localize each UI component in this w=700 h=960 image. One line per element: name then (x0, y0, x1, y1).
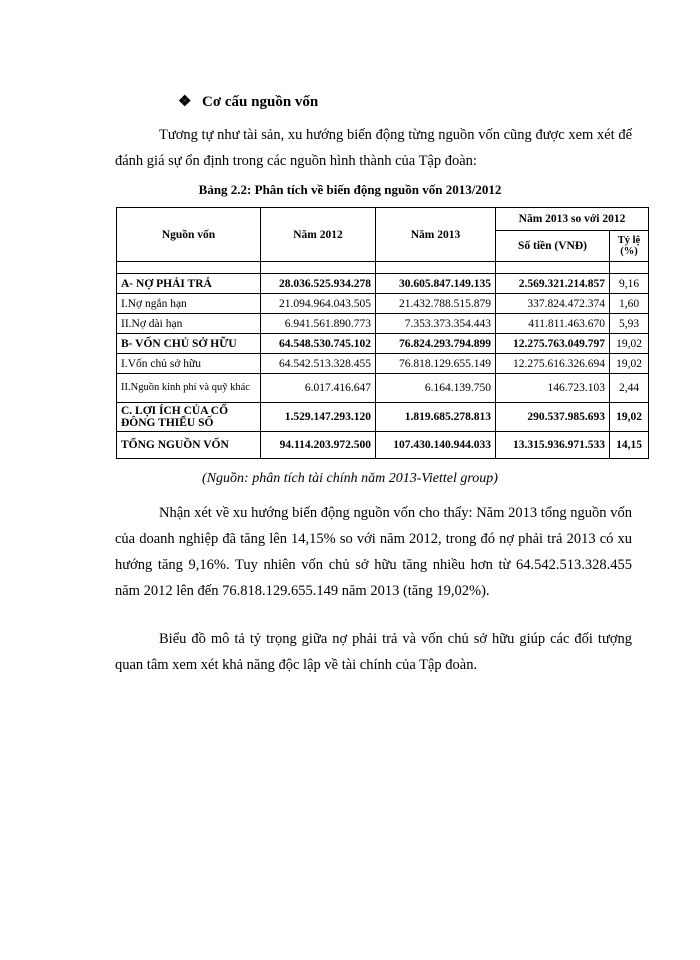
table-header-row (117, 208, 649, 231)
capital-structure-table (116, 207, 649, 459)
table-row-total: TỔNG NGUỒN VỐN 94.114.203.972.500 107.430.140.944.033 13.315.936.971.533 14,15 (117, 432, 649, 459)
chart-intro-paragraph: Biểu đồ mô tả tỷ trọng giữa nợ phải trả và vốn chủ sở hữu giúp các đối tượng quan tâm xem xét khả năng độc lập về tài chính của Tập đoàn. (115, 631, 632, 673)
header-source: Nguồn vốn (117, 208, 261, 262)
table-row: I.Vốn chủ sở hữu 64.542.513.328.455 76.818.129.655.149 12.275.616.326.694 19,02 (117, 354, 649, 374)
table-row: A- NỢ PHẢI TRẢ 28.036.525.934.278 30.605.847.149.135 2.569.321.214.857 9,16 (117, 274, 649, 294)
table-row: B- VỐN CHỦ SỞ HỮU 64.548.530.745.102 76.824.293.794.899 12.275.763.049.797 19,02 (117, 334, 649, 354)
header-amount: Số tiền (VNĐ) (496, 231, 610, 262)
section-heading (178, 92, 318, 111)
header-compare: Năm 2013 so với 2012 (496, 208, 649, 231)
header-2012: Năm 2012 (261, 208, 376, 262)
table-row: II.Nguồn kinh phí và quỹ khác 6.017.416.647 6.164.139.750 146.723.103 2,44 (117, 374, 649, 403)
table-spacer-row (117, 262, 649, 274)
intro-paragraph: Tương tự như tài sản, xu hướng biến động từng nguồn vốn cũng được xem xét để đánh giá sự ổn định trong các nguồn hình thành của Tập đoàn: (115, 127, 632, 169)
header-2013: Năm 2013 (376, 208, 496, 262)
table-row: C. LỢI ÍCH CỦA CỔ ĐÔNG THIỂU SỐ 1.529.147.293.120 1.819.685.278.813 290.537.985.693 19,02 (117, 403, 649, 432)
table-row: II.Nợ dài hạn 6.941.561.890.773 7.353.373.354.443 411.811.463.670 5,93 (117, 314, 649, 334)
table-caption: Bảng 2.2: Phân tích về biến động nguồn vốn 2013/2012 (198, 182, 502, 197)
analysis-paragraph: Nhận xét về xu hướng biến động nguồn vốn cho thấy: Năm 2013 tổng nguồn vốn của doanh nghiệp đã tăng lên 14,15% so với năm 2012, trong đó nợ phải trả 2013 có xu hướng tăng 9,16%. Tuy nhiên vốn chủ sở hữu tăng nhiều hơn từ 64.542.513.328.455 năm 2012 lên đến 76.818.129.655.149 năm 2013 (tăng 19,02%). (115, 505, 632, 599)
header-ratio: Tỷ lệ (%) (610, 231, 649, 262)
table-row: I.Nợ ngắn hạn 21.094.964.043.505 21.432.788.515.879 337.824.472.374 1,60 (117, 294, 649, 314)
diamond-bullet-icon: ❖ (178, 94, 192, 110)
table-source-note: (Nguồn: phân tích tài chính năm 2013-Viettel group) (202, 471, 498, 486)
section-heading-text: Cơ cấu nguồn vốn (202, 94, 319, 110)
